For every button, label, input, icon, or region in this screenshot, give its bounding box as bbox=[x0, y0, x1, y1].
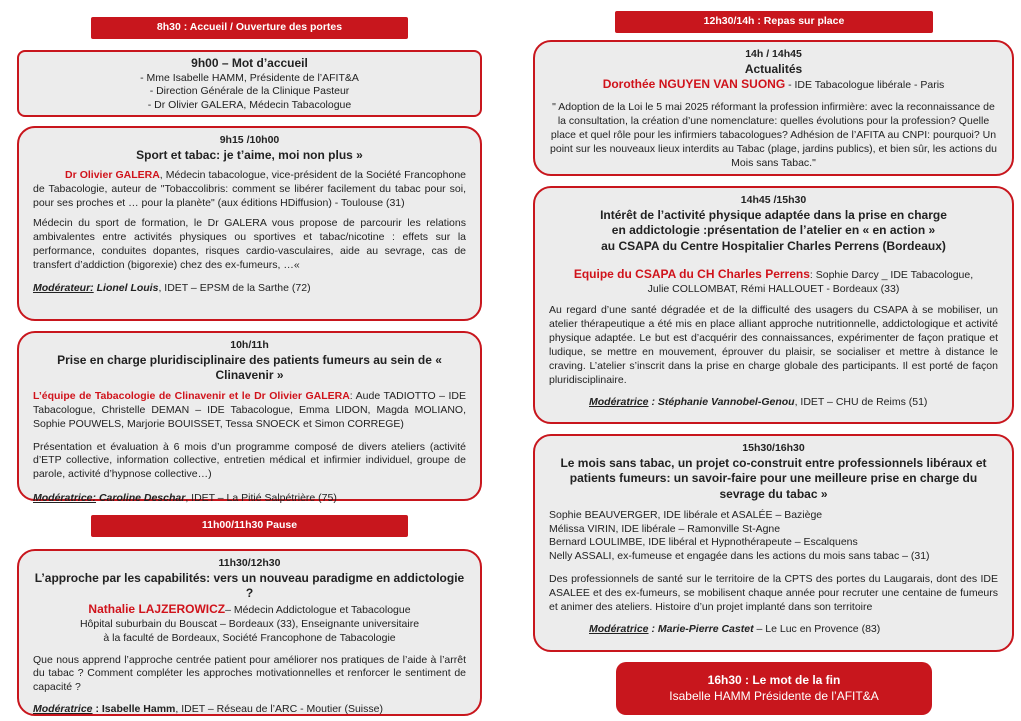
welcome-line: - Mme Isabelle HAMM, Présidente de l’AFIT&A bbox=[140, 71, 359, 84]
speaker-name: Nathalie LAJZEROWICZ bbox=[88, 602, 226, 617]
session-title: Le mois sans tabac, un projet co-construit entre professionnels libéraux et patients fumeurs: un savoir-faire pour une meilleure prise en charge du sevrage du tabac » bbox=[560, 455, 987, 502]
session-speaker bbox=[33, 602, 466, 618]
speaker-list bbox=[549, 509, 998, 564]
moderator-name: : Stéphanie Vannobel-Genou bbox=[648, 395, 795, 408]
speaker-name: Equipe du CSAPA du CH Charles Perrens bbox=[573, 266, 810, 281]
moderator-label: Modérateur: bbox=[33, 282, 94, 295]
moderator-name: : Isabelle Hamm bbox=[92, 703, 176, 716]
moderator-label: Modératrice: bbox=[33, 492, 97, 505]
speaker-name: L’équipe de Tabacologie de Clinavenir et le Dr Olivier GALERA bbox=[33, 390, 350, 403]
session-sport-tabac bbox=[17, 126, 482, 321]
session-title: Prise en charge pluridisciplinaire des patients fumeurs au sein de « Clinavenir » bbox=[57, 352, 442, 383]
session-body: " Adoption de la Loi le 5 mai 2025 réformant la profession infirmière: avec la reconnaissance de la consultation, la création d’une nomenclature: quelles évolutions pour la profession? Quelle place et quel rôle pour les infirmiers tabacologues? Adhésion de l’AFITA au CNPI: pourquoi? Un point sur les nouveaux lieux interdits au Tabac (plage, jardins publics), et bien sûr, les actions du Mois sans Tabac." bbox=[550, 101, 997, 169]
list-item: Nelly ASSALI, ex-fumeuse et engagée dans les actions du mois sans tabac – (31) bbox=[549, 550, 930, 563]
closing-subtitle: Isabelle HAMM Présidente de l’AFIT&A bbox=[669, 688, 879, 703]
banner-repas: 12h30/14h : Repas sur place bbox=[615, 11, 933, 33]
session-time: 9h15 /10h00 bbox=[219, 134, 280, 146]
session-speaker bbox=[33, 390, 466, 432]
list-item: Mélissa VIRIN, IDE libérale – Ramonville St-Agne bbox=[549, 522, 781, 535]
moderator-name: Lionel Louis bbox=[96, 282, 159, 295]
session-time: 14h / 14h45 bbox=[745, 48, 802, 60]
moderator-affiliation: , IDET – EPSM de la Sarthe (72) bbox=[158, 282, 311, 295]
session-time: 14h45 /15h30 bbox=[740, 194, 807, 206]
moderator-affiliation: , IDET – La Pitié Salpétrière (75) bbox=[185, 492, 337, 505]
session-title: en addictologie :présentation de l’atelier en « en action » bbox=[611, 223, 936, 238]
closing-banner bbox=[616, 662, 932, 715]
session-time: 10h/11h bbox=[230, 339, 269, 351]
session-clinavenir bbox=[17, 331, 482, 505]
session-mois-sans-tabac bbox=[533, 434, 1014, 652]
moderator-affiliation: , IDET – CHU de Reims (51) bbox=[794, 395, 928, 408]
speaker-desc: : Sophie Darcy _ IDE Tabacologue, bbox=[809, 268, 974, 281]
moderator bbox=[33, 492, 466, 506]
session-title: Sport et tabac: je t’aime, moi non plus » bbox=[136, 147, 363, 162]
session-title: Actualités bbox=[744, 61, 803, 76]
moderator bbox=[549, 396, 998, 410]
session-speaker bbox=[549, 267, 998, 283]
moderator-label: Modératrice bbox=[589, 395, 649, 408]
session-speaker bbox=[33, 169, 466, 211]
welcome-title: 9h00 – Mot d’accueil bbox=[191, 56, 308, 70]
speaker-desc: Julie COLLOMBAT, Rémi HALLOUET - Bordeaux (33) bbox=[647, 282, 900, 295]
moderator bbox=[549, 623, 998, 637]
banner-accueil: 8h30 : Accueil / Ouverture des portes bbox=[91, 17, 408, 39]
session-time: 15h30/16h30 bbox=[742, 442, 805, 454]
moderator-name: : Marie-Pierre Castet bbox=[648, 622, 754, 635]
session-capabilites bbox=[17, 549, 482, 716]
session-body: Au regard d’une santé dégradée et de la difficulté des usagers du CSAPA à se mobiliser, un atelier thérapeutique a été mis en place alliant approche nutritionnelle, addictologique et activité physique adaptée. Le but est d’acquérir des connaissances, expérimenter de façon pratique et ludique, se mettre en mouvement, éprouver du plaisir, se socialiser et mettre à distance le craving. L’atelier s’inscrit dans la prise en charge globale des participants. Il est porté de façon pluridisciplinaire. bbox=[549, 304, 998, 386]
welcome-line: - Direction Générale de la Clinique Pasteur bbox=[149, 85, 350, 98]
moderator-affiliation: – Le Luc en Provence (83) bbox=[753, 622, 881, 635]
speaker-desc: - IDE Tabacologue libérale - Paris bbox=[785, 79, 945, 92]
speaker-desc: – Médecin Addictologue et Tabacologue bbox=[225, 604, 411, 617]
session-body: Des professionnels de santé sur le territoire de la CPTS des portes du Laugarais, dont des IDE ASALEE et des ex-fumeurs, se mobilisent chaque année pour recruter une centaine de fumeurs et animer des ateliers. Histoire d’un projet implanté dans son territoire bbox=[549, 573, 998, 613]
speaker-desc: : Aude TADIOTTO – IDE Tabacologue, Christelle DEMAN – IDE Tabacologue, Emma LIDON, Magda MOLIANO, Sophie POUWELS, Marjorie BOUISSET, Tessa SNOECK et Simon CORREGE) bbox=[33, 390, 466, 430]
speaker-name: Dorothée NGUYEN VAN SUONG bbox=[602, 77, 786, 92]
session-body: Médecin du sport de formation, le Dr GALERA vous propose de parcourir les relations ambivalentes entre activités physiques ou sportives et tabac/nicotine : effets sur la performance, conduites dopantes, risques cardio-vasculaires, aide au sevrage, cas de transfert d’addiction (bigorexie) chez des ex-fumeurs, …« bbox=[33, 217, 466, 271]
session-title: Intérêt de l’activité physique adaptée dans la prise en charge bbox=[600, 207, 947, 222]
speaker-desc: Hôpital suburbain du Bouscat – Bordeaux (33), Enseignante universitaire bbox=[79, 617, 420, 630]
speaker-desc: , Médecin tabacologue, vice-président de la Société Francophone de Tabacologie, auteur de "Tobaccolibris: comment se libérer facilement du tabac pour soi, pour ses proches et … pour la planète" (aux éditions HDiffusion) - Toulouse (31) bbox=[33, 169, 466, 210]
moderator bbox=[33, 703, 466, 717]
speaker-name: Dr Olivier GALERA bbox=[65, 169, 160, 182]
banner-pause: 11h00/11h30 Pause bbox=[91, 515, 408, 537]
session-body: Que nous apprend l’approche centrée patient pour améliorer nos pratiques de l’aide à l’arrêt du tabac ? Comment compléter les approches motivationnelles et renforcer le sentiment de capacité ? bbox=[33, 653, 466, 694]
session-speaker bbox=[549, 77, 998, 93]
closing-title: 16h30 : Le mot de la fin bbox=[707, 672, 841, 687]
session-activite-physique bbox=[533, 186, 1014, 424]
session-title: L’approche par les capabilités: vers un nouveau paradigme en addictologie ? bbox=[34, 570, 465, 601]
welcome-line: - Dr Olivier GALERA, Médecin Tabacologue bbox=[147, 99, 352, 112]
welcome-box bbox=[17, 50, 482, 117]
moderator-label: Modératrice bbox=[589, 622, 649, 635]
list-item: Bernard LOULIMBE, IDE libéral et Hypnothérapeute – Escalquens bbox=[549, 536, 858, 549]
session-title: au CSAPA du Centre Hospitalier Charles Perrens (Bordeaux) bbox=[601, 239, 946, 254]
moderator bbox=[33, 282, 466, 296]
speaker-desc: à la faculté de Bordeaux, Société Francophone de Tabacologie bbox=[103, 631, 396, 644]
list-item: Sophie BEAUVERGER, IDE libérale et ASALÉE – Baziège bbox=[549, 508, 823, 521]
session-time: 11h30/12h30 bbox=[218, 557, 281, 569]
session-actualites bbox=[533, 40, 1014, 176]
session-body: Présentation et évaluation à 6 mois d’un programme composé de divers ateliers (activité d’ETP collective, information collective, entretien médical et infirmier individuel, groupe de parole, activité d’hypnose collective…) bbox=[33, 440, 466, 481]
moderator-label: Modératrice bbox=[33, 703, 93, 716]
moderator-name: Caroline Deschar bbox=[98, 492, 186, 505]
moderator-affiliation: , IDET – Réseau de l’ARC - Moutier (Suisse) bbox=[175, 703, 383, 716]
